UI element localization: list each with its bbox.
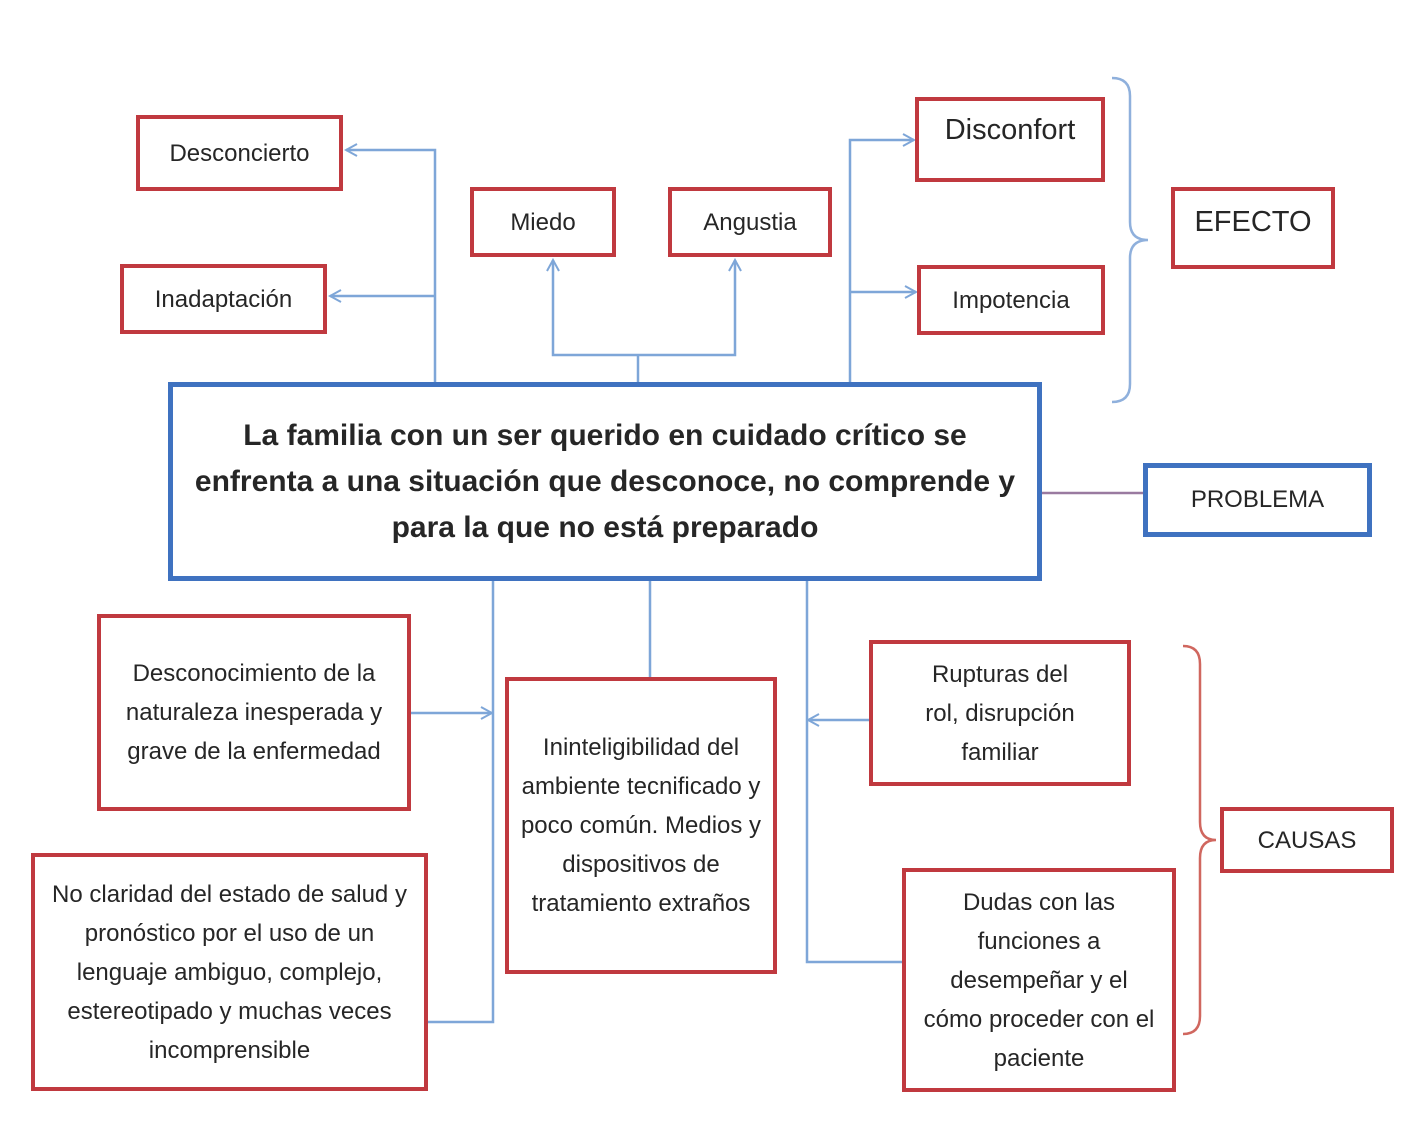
effect-inadaptacion-text: Inadaptación: [154, 285, 293, 313]
effect-impotencia: [917, 265, 1105, 335]
problem-statement-text: La familia con un ser querido en cuidado crítico se enfrenta a una situación que desconoce, no comprende y para la que no está preparado: [194, 418, 1016, 544]
cause-no-claridad-text: No claridad del estado de salud y pronóstico por el uso de un lenguaje ambiguo, complejo, estereotipado y muchas veces incomprensible: [52, 880, 407, 1064]
connector-disconfort: [850, 140, 914, 383]
connector-cause-left-trunk: [428, 580, 493, 1022]
effect-angustia-text: Angustia: [703, 208, 797, 236]
cause-ininteligibilidad: [505, 677, 777, 974]
effect-disconfort-text: Disconfort: [944, 114, 1076, 146]
effect-miedo-text: Miedo: [510, 208, 576, 236]
effect-inadaptacion: [120, 264, 327, 334]
cause-desconocimiento: [97, 614, 411, 811]
cause-no-claridad: [31, 853, 428, 1091]
connector-miedo: [553, 260, 638, 355]
problema-label-text: PROBLEMA: [1190, 486, 1325, 513]
effect-desconcierto: [136, 115, 343, 191]
efecto-brace: [1112, 78, 1148, 402]
problem-statement: [168, 382, 1042, 581]
cause-ininteligibilidad-text: Ininteligibilidad del ambiente tecnificado y poco común. Medios y dispositivos de tratamiento extraños: [520, 734, 762, 917]
causas-label: [1220, 807, 1394, 873]
cause-dudas: [902, 868, 1176, 1092]
effect-miedo: [470, 187, 616, 257]
cause-desconocimiento-text: Desconocimiento de la naturaleza inesperada y grave de la enfermedad: [125, 660, 383, 765]
connector-desconcierto: [346, 150, 435, 383]
causas-brace: [1183, 646, 1216, 1034]
effect-impotencia-text: Impotencia: [952, 286, 1070, 314]
connector-angustia: [638, 260, 735, 355]
cause-dudas-text: Dudas con las funciones a desempeñar y el cómo proceder con el paciente: [923, 888, 1155, 1072]
effect-desconcierto-text: Desconcierto: [169, 139, 310, 167]
effect-disconfort: [915, 97, 1105, 182]
causas-label-text: CAUSAS: [1257, 826, 1357, 854]
cause-rupturas: [869, 640, 1131, 786]
efecto-label-text: EFECTO: [1194, 206, 1312, 238]
problema-label: [1143, 463, 1372, 537]
efecto-label: [1171, 187, 1335, 269]
cause-rupturas-text: Rupturas del rol, disrupción familiar: [925, 660, 1075, 766]
effect-angustia: [668, 187, 832, 257]
